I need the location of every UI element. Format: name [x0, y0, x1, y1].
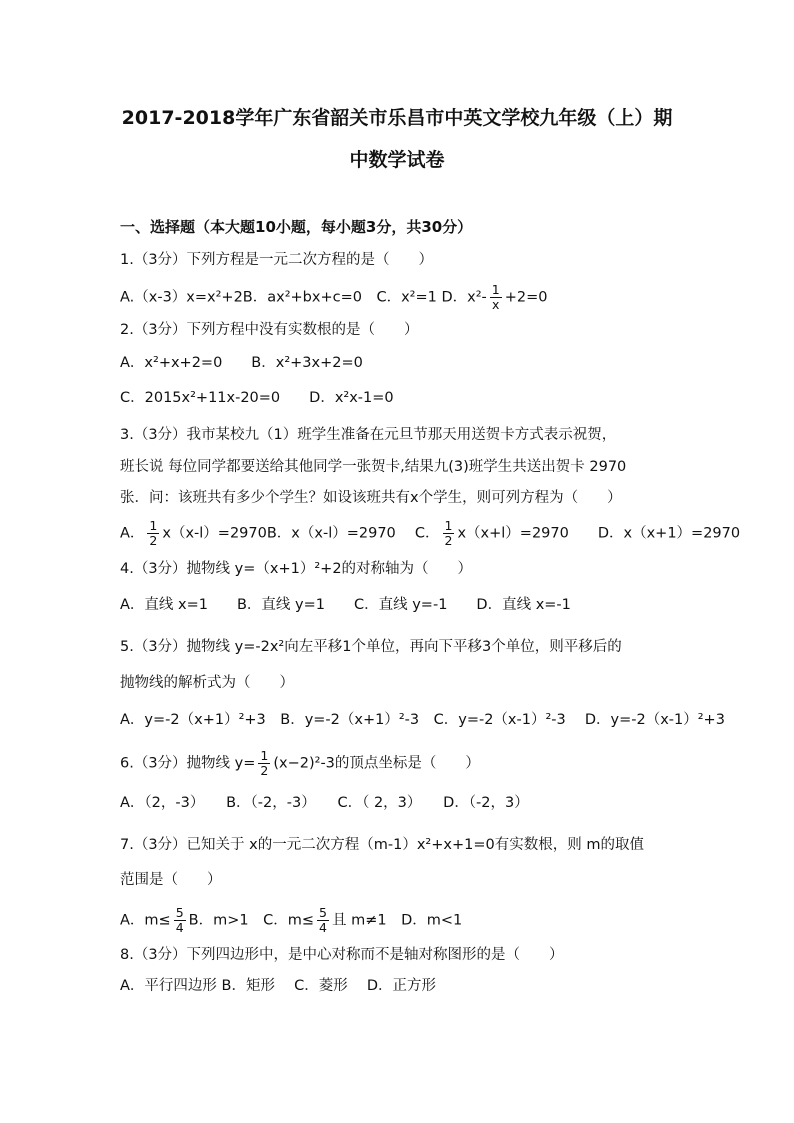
- question-1-stem: 1.（3分）下列方程是一元二次方程的是（ ）: [120, 252, 434, 268]
- question-2-options-row1: A．x²+x+2=0 B．x²+3x+2=0: [120, 355, 363, 371]
- question-7-line2: 范围是（ ）: [120, 872, 222, 888]
- fraction-denominator: 4: [319, 920, 327, 935]
- question-4-stem: 4.（3分）抛物线 y=（x+1）²+2的对称轴为（ ）: [120, 561, 473, 577]
- question-3-line2: 班长说 每位同学都要送给其他同学一张贺卡,结果九(3)班学生共送出贺卡 2970: [120, 459, 627, 475]
- question-1-options-text: A.（x-3）x=x²+2B．ax²+bx+c=0 C．x²=1 D．x²-: [120, 289, 487, 306]
- question-6-stem-pre: 6.（3分）抛物线 y=: [120, 755, 256, 772]
- question-7-line1: 7.（3分）已知关于 x的一元二次方程（m-1）x²+x+1=0有实数根，则 m的取值: [120, 837, 644, 853]
- question-3-line3: 张．问：该班共有多少个学生？如设该班共有x个学生，则可列方程为（ ）: [120, 490, 622, 506]
- question-5-line1: 5.（3分）抛物线 y=-2x²向左平移1个单位，再向下平移3个单位，则平移后的: [120, 639, 622, 655]
- question-6-options: A．（2，-3） B．（-2，-3） C．（ 2，3） D．（-2，3）: [120, 795, 529, 811]
- fraction-denominator: x: [492, 297, 500, 312]
- question-3-line1: 3.（3分）我市某校九（1）班学生准备在元旦节那天用送贺卡方式表示祝贺，: [120, 427, 617, 443]
- question-3-options-mid: x（x-l）=2970B．x（x-l）=2970 C．: [162, 525, 440, 542]
- fraction-denominator: 2: [260, 763, 269, 778]
- fraction: [258, 749, 270, 778]
- question-3-options-tail: x（x+l）=2970 D．x（x+1）=2970: [457, 525, 741, 542]
- fraction: [147, 519, 159, 548]
- question-1-options-tail: +2=0: [504, 289, 548, 306]
- fraction-numerator: 5: [175, 905, 184, 920]
- question-5-options: A．y=-2（x+1）²+3 B．y=-2（x+1）²-3 C．y=-2（x-1）²-3 D．y=-2（x-1）²+3: [120, 712, 725, 728]
- exam-title-line2: 中数学试卷: [349, 149, 445, 171]
- question-4-options: A．直线 x=1 B．直线 y=1 C．直线 y=-1 D．直线 x=-1: [120, 597, 571, 613]
- fraction-denominator: 4: [175, 920, 184, 935]
- question-2-options-row2: C．2015x²+11x-20=0 D．x²x-1=0: [120, 390, 394, 406]
- question-8-stem: 8.（3分）下列四边形中，是中心对称而不是轴对称图形的是（ ）: [120, 947, 564, 963]
- question-7-options: [120, 906, 462, 935]
- question-7-option-b: B．m>1 C．m≤: [188, 912, 315, 929]
- section-heading: 一、选择题（本大题10小题，每小题3分，共30分）: [120, 218, 473, 236]
- fraction: [490, 283, 502, 312]
- fraction-numerator: 1: [149, 518, 158, 533]
- option-a-label: A．: [120, 525, 145, 542]
- question-2-stem: 2.（3分）下列方程中没有实数根的是（ ）: [120, 322, 419, 338]
- fraction: [317, 906, 329, 935]
- question-5-line2: 抛物线的解析式为（ ）: [120, 675, 294, 691]
- question-6-stem: [120, 749, 480, 778]
- question-7-option-c-tail: 且 m≠1 D．m<1: [331, 912, 463, 929]
- fraction-numerator: 1: [444, 518, 453, 533]
- fraction: [174, 906, 186, 935]
- fraction-numerator: 1: [491, 282, 500, 297]
- fraction-denominator: 2: [444, 533, 453, 548]
- fraction-numerator: 5: [319, 905, 327, 920]
- fraction-denominator: 2: [149, 533, 158, 548]
- question-1-options: [120, 283, 547, 312]
- question-3-options: [120, 519, 740, 548]
- fraction-numerator: 1: [260, 748, 269, 763]
- exam-title-line1: 2017-2018学年广东省韶关市乐昌市中英文学校九年级（上）期: [121, 107, 673, 129]
- fraction: [443, 519, 455, 548]
- question-6-stem-post: (x−2)²-3的顶点坐标是（ ）: [273, 755, 480, 772]
- question-7-option-a: A．m≤: [120, 912, 171, 929]
- question-8-options: A．平行四边形 B．矩形 C．菱形 D．正方形: [120, 978, 436, 994]
